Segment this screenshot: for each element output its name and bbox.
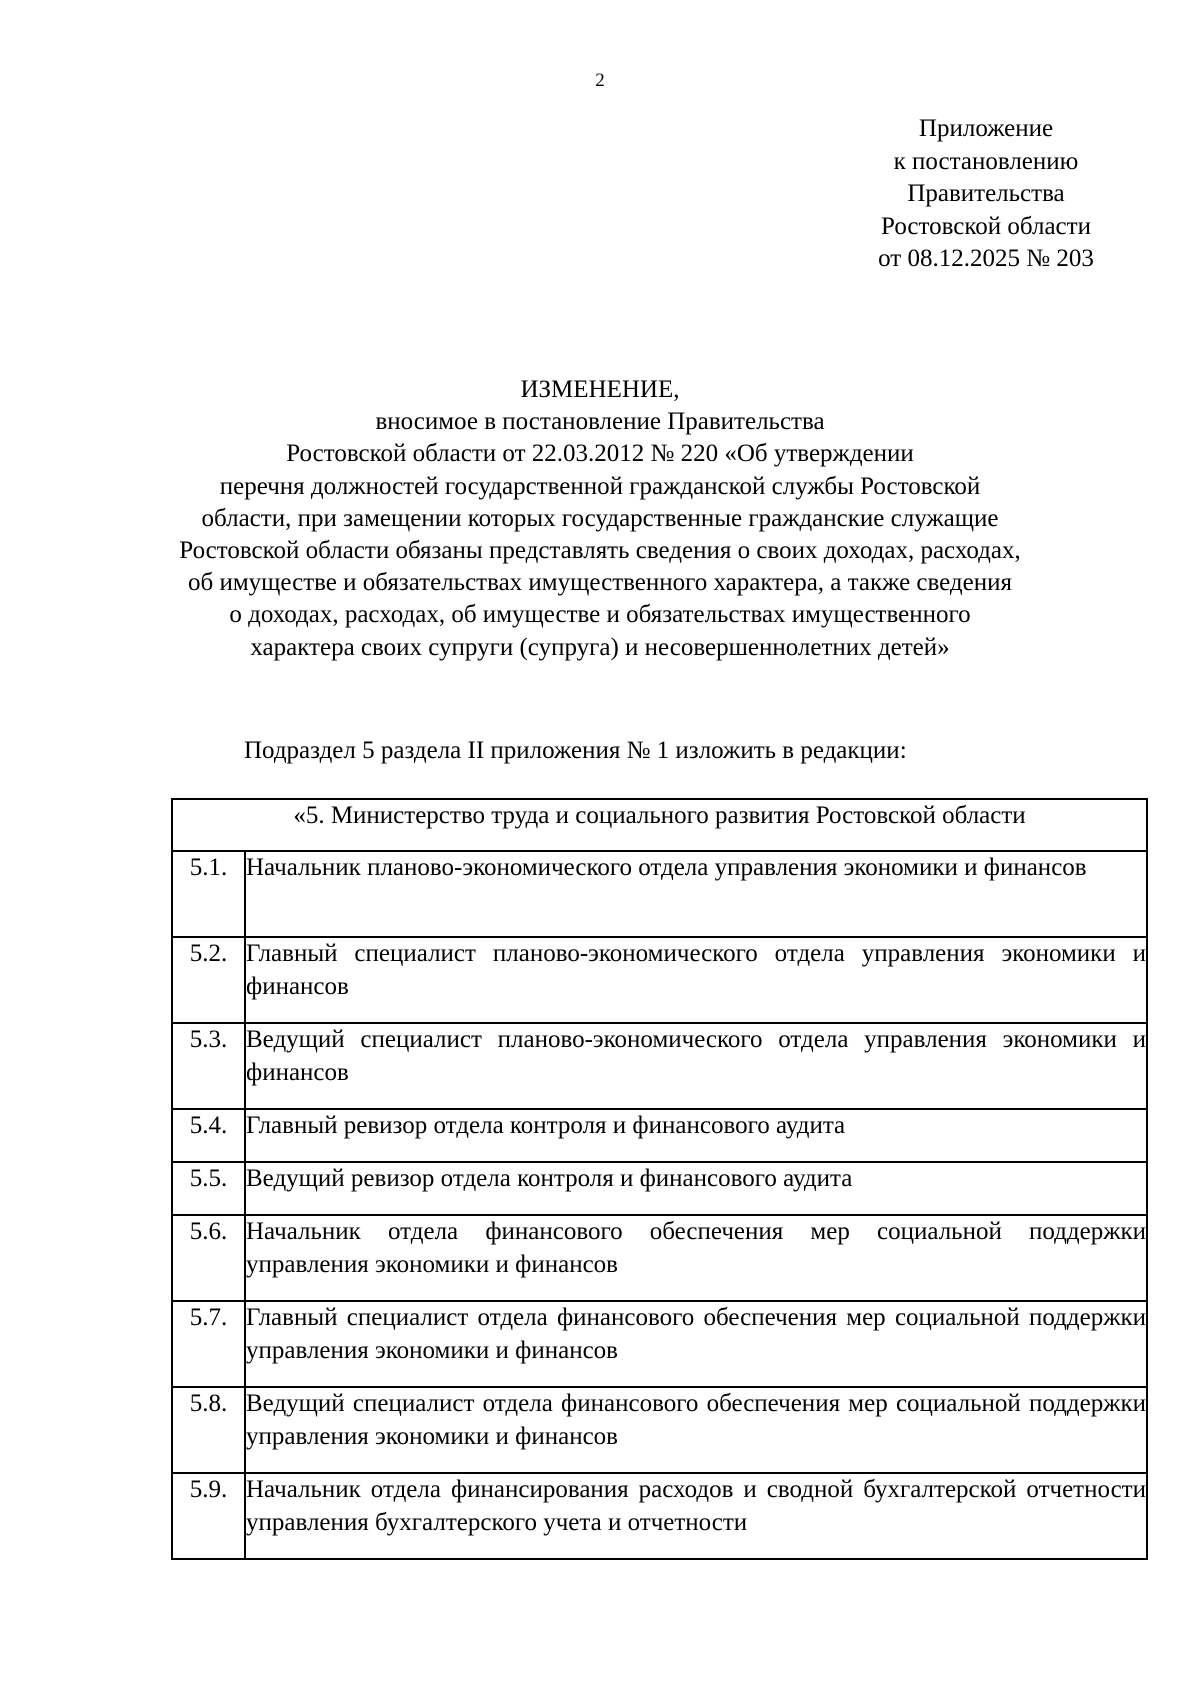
row-number: 5.7. bbox=[172, 1301, 245, 1387]
heading-line: о доходах, расходах, об имуществе и обязательствах имущественного bbox=[229, 601, 971, 629]
table-row bbox=[172, 1387, 1147, 1473]
table-row bbox=[172, 851, 1147, 937]
appendix-line: Правительства bbox=[907, 180, 1065, 207]
heading-line: перечня должностей государственной гражданской службы Ростовской bbox=[219, 472, 981, 500]
table-row bbox=[172, 1109, 1147, 1162]
table-row bbox=[172, 1473, 1147, 1559]
row-number: 5.2. bbox=[172, 937, 245, 1023]
row-position: Начальник планово-экономического отдела управления экономики и финансов bbox=[245, 851, 1147, 937]
positions-table bbox=[171, 798, 1148, 1560]
row-number: 5.9. bbox=[172, 1473, 245, 1559]
appendix-line: Приложение bbox=[918, 115, 1054, 142]
ministry-row bbox=[172, 799, 1147, 851]
heading-line: Ростовской области обязаны представлять сведения о своих доходах, расходах, bbox=[179, 537, 1021, 565]
heading-title: ИЗМЕНЕНИЕ, bbox=[520, 376, 680, 403]
document-heading bbox=[0, 374, 1200, 664]
ministry-cell: «5. Министерство труда и социального развития Ростовской области bbox=[172, 799, 1147, 851]
row-number: 5.6. bbox=[172, 1215, 245, 1301]
page-number: 2 bbox=[595, 70, 605, 91]
row-position: Главный специалист отдела финансового обеспечения мер социальной поддержки управления экономики и финансов bbox=[245, 1301, 1147, 1387]
heading-line: Ростовской области от 22.03.2012 № 220 «Об утверждении bbox=[286, 440, 914, 468]
row-number: 5.4. bbox=[172, 1109, 245, 1162]
appendix-line: от 08.12.2025 № 203 bbox=[878, 245, 1094, 272]
appendix-block bbox=[836, 113, 1136, 276]
row-position: Начальник отдела финансового обеспечения мер социальной поддержки управления экономики и финансов bbox=[245, 1215, 1147, 1301]
row-position: Ведущий ревизор отдела контроля и финансового аудита bbox=[245, 1162, 1147, 1215]
heading-line: области, при замещении которых государственные гражданские служащие bbox=[201, 504, 999, 532]
row-number: 5.5. bbox=[172, 1162, 245, 1215]
row-number: 5.3. bbox=[172, 1023, 245, 1109]
heading-line: вносимое в постановление Правительства bbox=[375, 408, 825, 436]
heading-line: об имуществе и обязательствах имущественного характера, а также сведения bbox=[187, 569, 1013, 597]
appendix-line: Ростовской области bbox=[881, 212, 1091, 240]
row-position: Ведущий специалист отдела финансового обеспечения мер социальной поддержки управления экономики и финансов bbox=[245, 1387, 1147, 1473]
table-row bbox=[172, 1215, 1147, 1301]
table-row bbox=[172, 1162, 1147, 1215]
table-row bbox=[172, 1301, 1147, 1387]
table-row bbox=[172, 1023, 1147, 1109]
row-position: Главный ревизор отдела контроля и финансового аудита bbox=[245, 1109, 1147, 1162]
heading-line: характера своих супруги (супруга) и несовершеннолетних детей» bbox=[250, 633, 950, 661]
intro-paragraph: Подраздел 5 раздела II приложения № 1 изложить в редакции: bbox=[244, 737, 907, 764]
row-number: 5.8. bbox=[172, 1387, 245, 1473]
row-position: Ведущий специалист планово-экономического отдела управления экономики и финансов bbox=[245, 1023, 1147, 1109]
row-position: Главный специалист планово-экономического отдела управления экономики и финансов bbox=[245, 937, 1147, 1023]
appendix-line: к постановлению bbox=[893, 147, 1079, 175]
table-row bbox=[172, 937, 1147, 1023]
row-position: Начальник отдела финансирования расходов и сводной бухгалтерской отчетности управления бухгалтерского учета и отчетности bbox=[245, 1473, 1147, 1559]
row-number: 5.1. bbox=[172, 851, 245, 937]
